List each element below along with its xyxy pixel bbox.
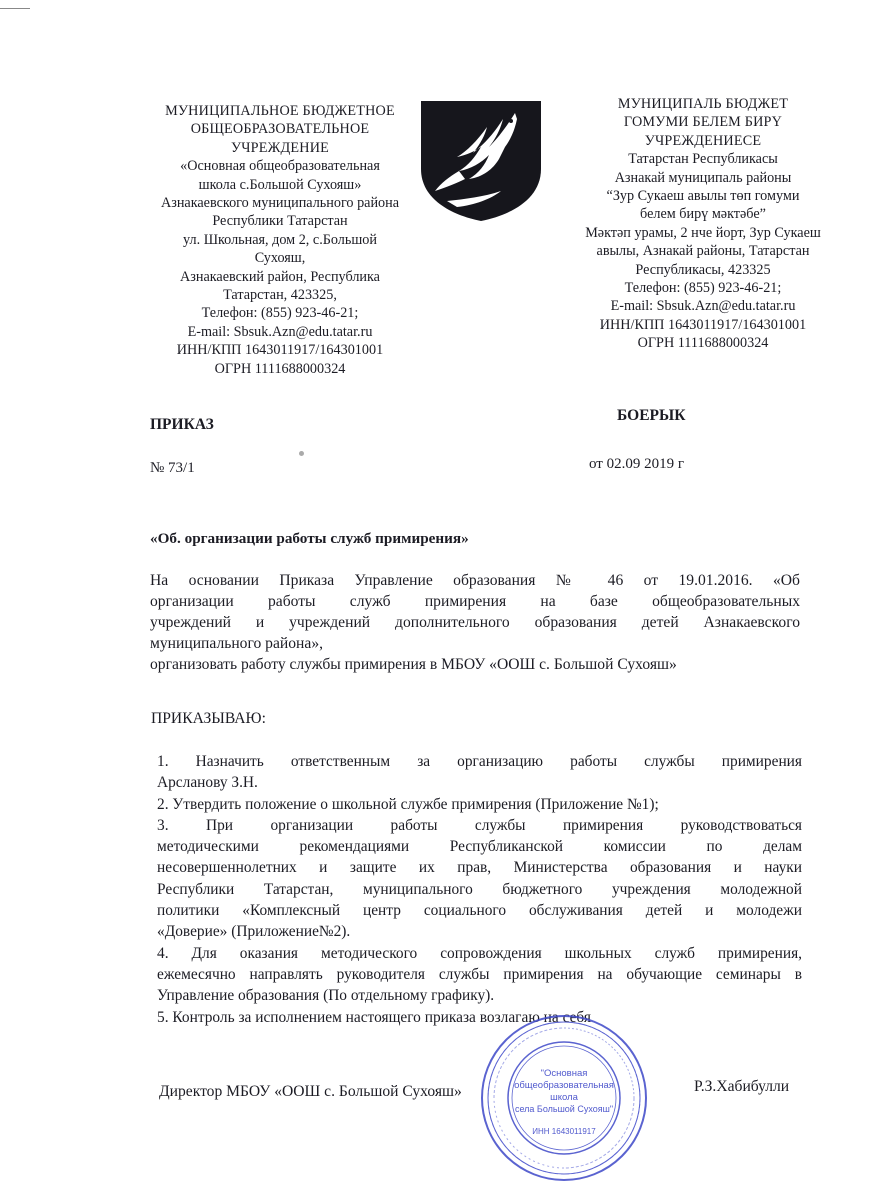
signature-name: Р.З.Хабибулли: [694, 1078, 790, 1095]
header-right-tatar: [558, 95, 848, 353]
header-left-line: Татарстан, 423325,: [223, 287, 337, 304]
order-number: № 73/1: [150, 460, 195, 476]
header-left-line: УЧРЕЖДЕНИЕ: [230, 139, 330, 156]
header-right-line: Республикасы, 423325: [635, 261, 771, 278]
header-left-line: Сухояш,: [254, 250, 306, 267]
scan-corner-mark: [0, 8, 30, 9]
header-right-line: Азнакай муниципаль районы: [614, 169, 792, 186]
header-left-line: E-mail: Sbsuk.Azn@edu.tatar.ru: [187, 323, 373, 340]
header-right-line: МУНИЦИПАЛЬ БЮДЖЕТ: [617, 96, 789, 112]
paragraph-line: На основании Приказа Управление образования № 46 от 19.01.2016. «Об: [150, 572, 800, 589]
stamp-line: "Основная: [540, 1068, 588, 1079]
header-right-line: ГОМУМИ БЕЛЕМ БИРҮ: [623, 114, 783, 131]
header-right-line: Мәктәп урамы, 2 нче йорт, Зур Сукаеш: [585, 224, 821, 241]
order-date: от 02.09 2019 г: [589, 456, 685, 472]
scan-dot: [299, 451, 304, 456]
paragraph-line: организовать работу службы примирения в МБОУ «ООШ с. Большой Сухояш»: [150, 656, 677, 673]
list-item-line: Республики Татарстан, муниципального бюджетного учреждения молодежной: [157, 880, 802, 898]
header-left-line: ОБЩЕОБРАЗОВАТЕЛЬНОЕ: [190, 121, 370, 138]
stamp-line: села Большой Сухояш": [514, 1104, 614, 1114]
header-left-line: Азнакаевского муниципального района: [160, 195, 400, 212]
header-left-line: Телефон: (855) 923-46-21;: [201, 305, 359, 322]
header-right-line: авылы, Азнакай районы, Татарстан: [596, 243, 810, 260]
header-right-line: ИНН/КПП 1643011917/164301001: [599, 316, 807, 333]
stamp-line: ИНН 1643011917: [532, 1127, 596, 1136]
header-right-line: УЧРЕЖДЕНИЕСЕ: [644, 132, 762, 149]
official-stamp: [478, 1012, 650, 1184]
stamp-line: общеобразовательная: [514, 1080, 614, 1091]
header-left-line: Республики Татарстан: [212, 213, 348, 230]
paragraph-line: муниципального района»,: [150, 635, 324, 652]
list-item-line: ежемесячно направлять руководителя службы примирения на обучающие семинары в: [157, 965, 802, 983]
crest-emblem: [419, 99, 543, 223]
order-items-list: [157, 751, 802, 1028]
list-item-line: 5. Контроль за исполнением настоящего приказа возлагаю на себя: [157, 1008, 591, 1026]
header-left-line: Азнакаевский район, Республика: [180, 268, 380, 285]
header-left-line: «Основная общеобразовательная: [180, 158, 380, 175]
header-right-line: “Зур Сукаеш авылы төп гомуми: [606, 188, 800, 205]
header-right-line: E-mail: Sbsuk.Azn@edu.tatar.ru: [610, 298, 796, 315]
header-right-line: Татарстан Республикасы: [628, 151, 778, 168]
list-item-line: «Доверие» (Приложение№2).: [157, 923, 351, 941]
signature-position: Директор МБОУ «ООШ с. Большой Сухояш»: [159, 1083, 462, 1100]
list-item-line: 3. При организации работы службы примирения руководствоваться: [157, 816, 802, 834]
order-word: ПРИКАЗЫВАЮ:: [151, 710, 266, 727]
header-left-line: школа с.Большой Сухояш»: [198, 176, 362, 193]
header-left-russian: [140, 102, 420, 378]
header-right-line: ОГРН 1111688000324: [637, 335, 769, 352]
list-item-line: Управление образования (По отдельному графику).: [157, 987, 495, 1005]
paragraph-line: организации работы служб примирения на базе общеобразовательных: [150, 593, 800, 610]
header-left-line: ОГРН 1111688000324: [214, 360, 346, 377]
list-item-line: несовершеннолетних и защите их прав, Министерства образования и науки: [157, 859, 802, 877]
stamp-line: школа: [550, 1092, 578, 1103]
list-item-line: Арсланову З.Н.: [157, 774, 258, 792]
list-item-line: политики «Комплексный центр социального обслуживания детей и молодежи: [157, 902, 802, 920]
header-left-line: МУНИЦИПАЛЬНОЕ БЮДЖЕТНОЕ: [165, 103, 395, 119]
order-title-russian: ПРИКАЗ: [150, 416, 214, 433]
list-item-line: 4. Для оказания методического сопровождения школьных служб примирения,: [157, 944, 802, 962]
header-right-line: Телефон: (855) 923-46-21;: [624, 280, 782, 297]
list-item-line: 2. Утвердить положение о школьной службе примирения (Приложение №1);: [157, 795, 659, 813]
order-title-tatar: БОЕРЫК: [617, 407, 686, 424]
preamble-paragraph: [150, 570, 800, 675]
list-item-line: 1. Назначить ответственным за организацию работы службы примирения: [157, 753, 802, 770]
paragraph-line: учреждений и учреждений дополнительного образования детей Азнакаевского: [150, 614, 800, 631]
list-item-line: методическими рекомендациями Республиканской комиссии по делам: [157, 838, 802, 856]
header-left-line: ул. Школьная, дом 2, с.Большой: [183, 231, 377, 248]
header-right-line: белем бирү мәктәбе”: [640, 206, 766, 223]
header-left-line: ИНН/КПП 1643011917/164301001: [176, 342, 384, 359]
order-subject: «Об. организации работы служб примирения»: [150, 530, 469, 547]
